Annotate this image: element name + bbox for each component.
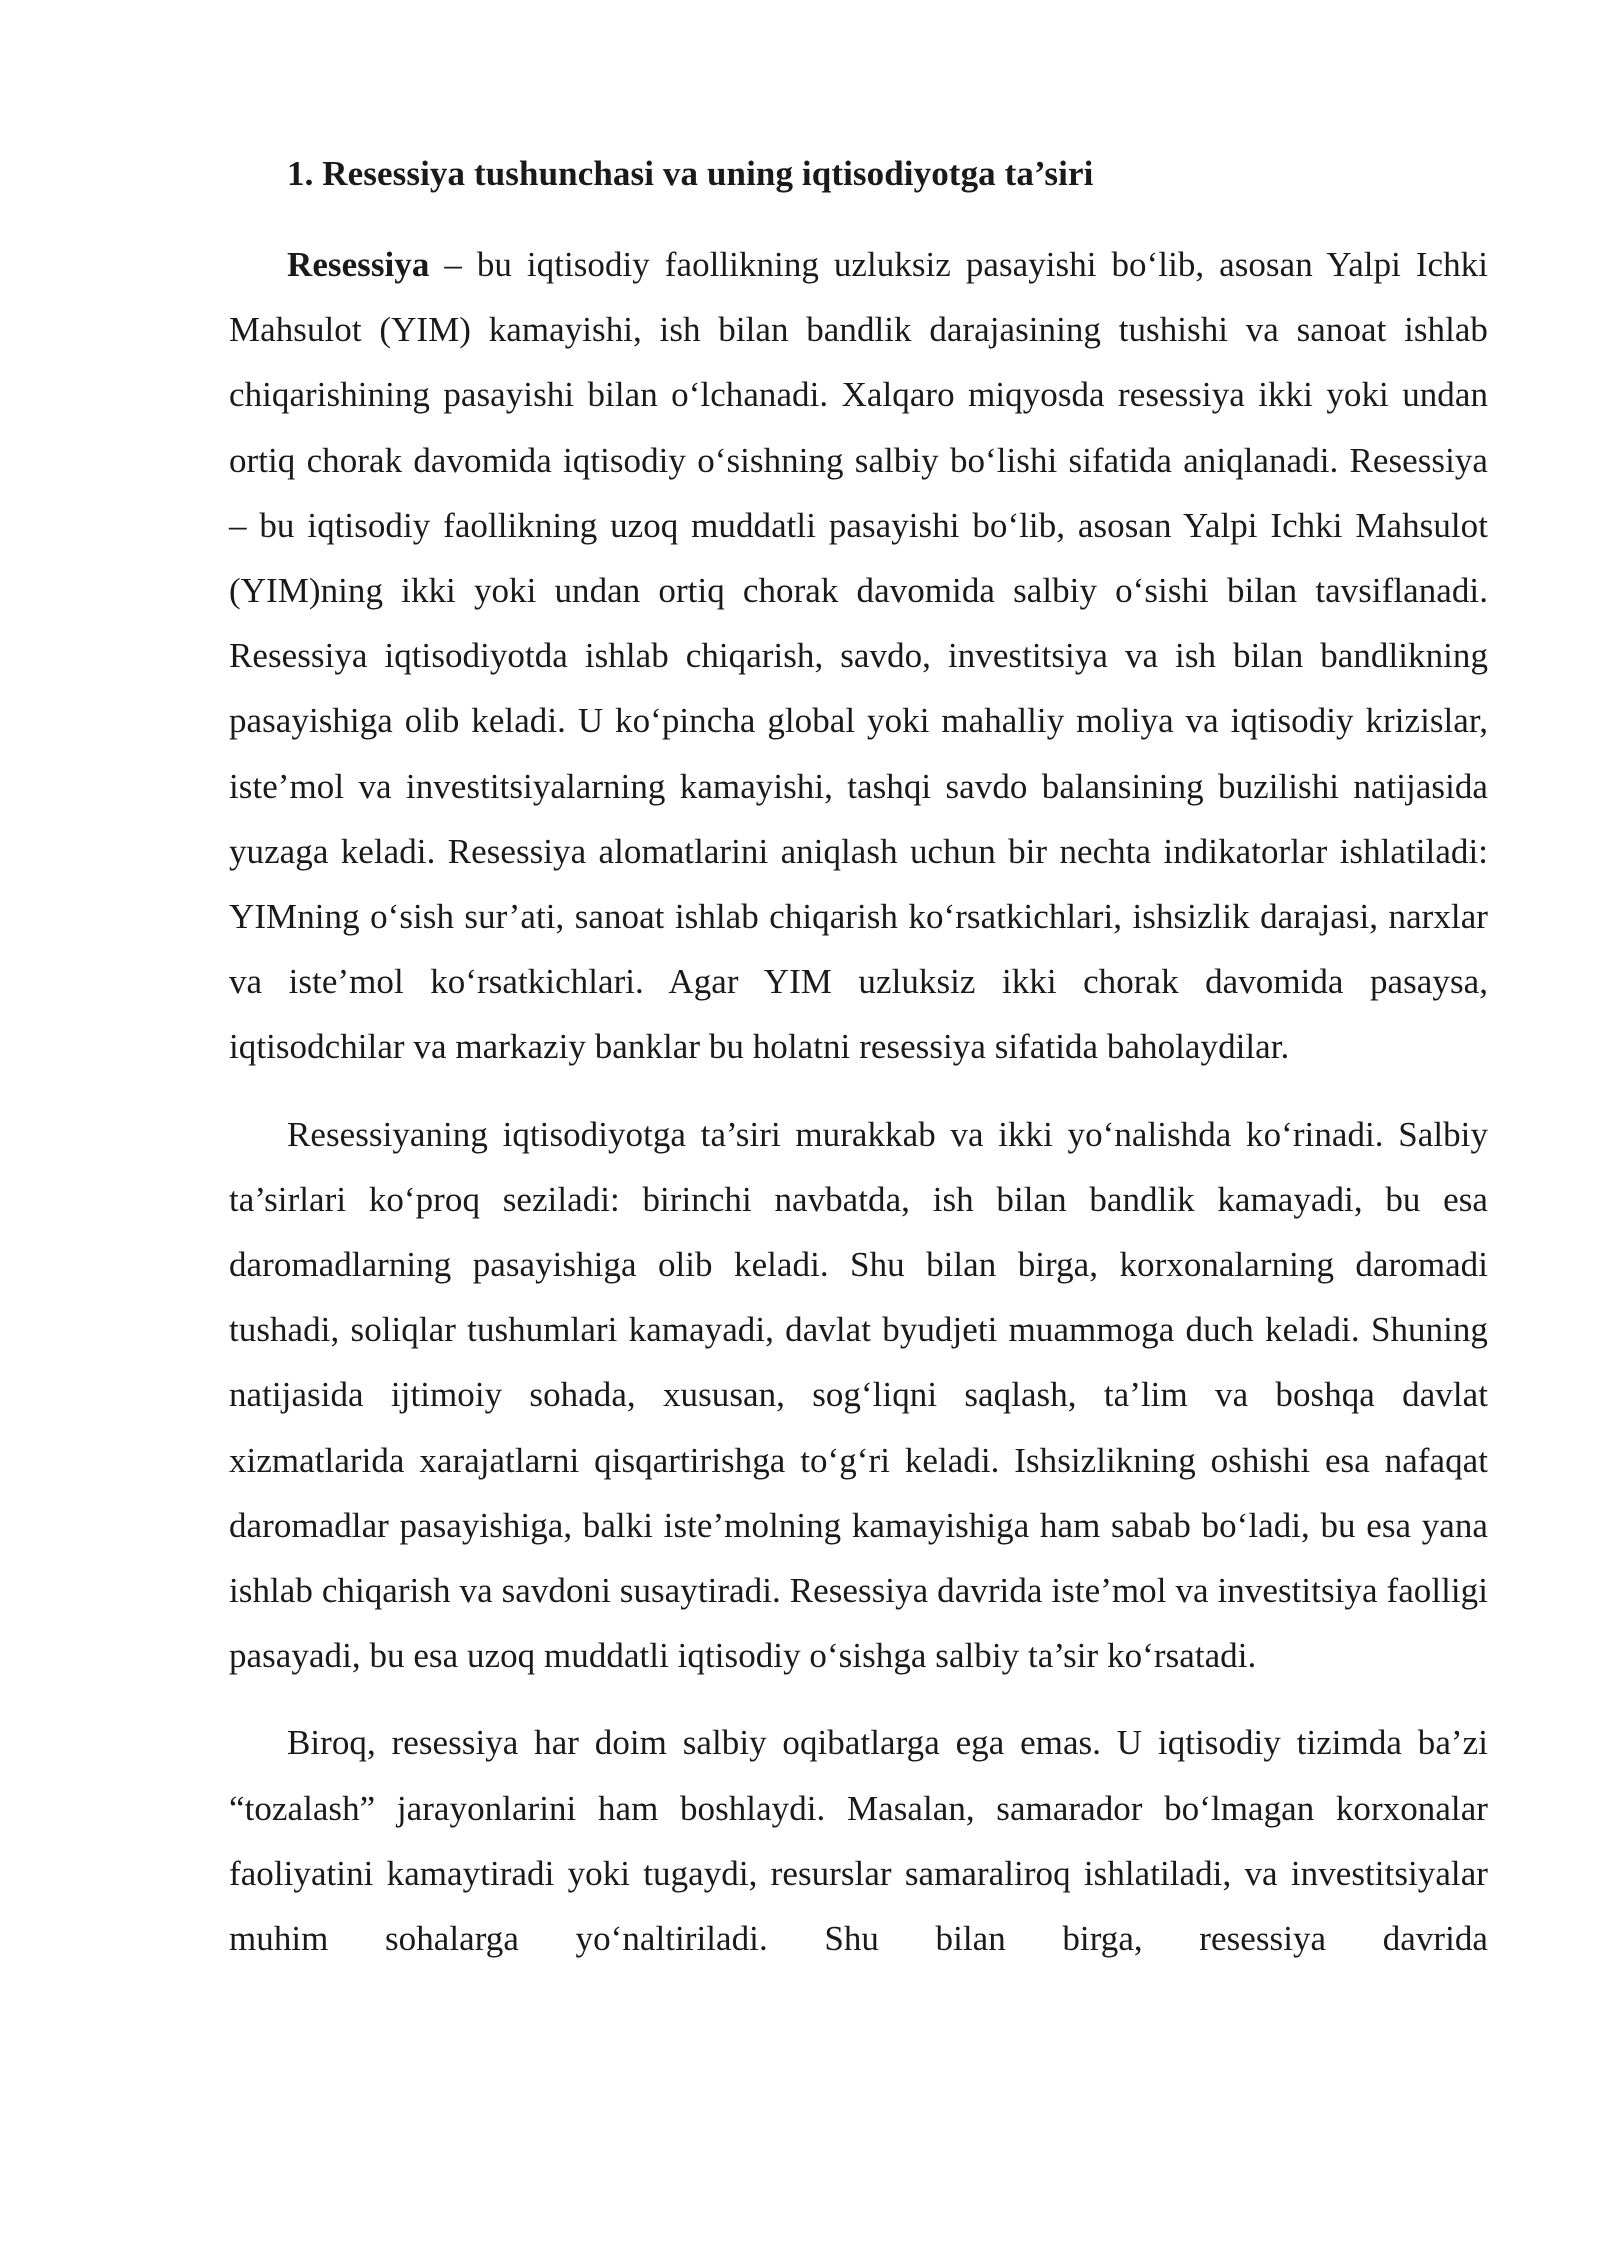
paragraph-2-text: Resessiyaning iqtisodiyotga ta’siri murakkab va ikki yo‘nalishda ko‘rinadi. Salbiy ta’sirlari ko‘proq seziladi: birinchi navbatda, ish bilan bandlik kamayadi, bu esa daromadlarning pasayishiga olib keladi. Shu bilan birga, korxonalarning daromadi tushadi, soliqlar tushumlari kamayadi, davlat byudjeti muammoga duch keladi. Shuning natijasida ijtimoiy sohada, xususan, sog‘liqni saqlash, ta’lim va boshqa davlat xizmatlarida xarajatlarni qisqartirishga to‘g‘ri keladi. Ishsizlikning oshishi esa nafaqat daromadlar pasayishiga, balki iste’molning kamayishiga ham sabab bo‘ladi, bu esa yana ishlab chiqarish va savdoni susaytiradi. Resessiya davrida iste’mol va investitsiya faolligi pasayadi, bu esa uzoq muddatli iqtisodiy o‘sishga salbiy ta’sir ko‘rsatadi. (229, 1114, 1488, 1676)
paragraph-2 (229, 1102, 1488, 1689)
section-heading: 1. Resessiya tushunchasi va uning iqtisodiyotga ta’siri (287, 154, 1094, 193)
paragraph-1-text: – bu iqtisodiy faollikning uzluksiz pasayishi bo‘lib, asosan Yalpi Ichki Mahsulot (YIM) kamayishi, ish bilan bandlik darajasining tushishi va sanoat ishlab chiqarishining pasayishi bilan o‘lchanadi. Xalqaro miqyosda resessiya ikki yoki undan ortiq chorak davomida iqtisodiy o‘sishning salbiy bo‘lishi sifatida aniqlanadi. Resessiya – bu iqtisodiy faollikning uzoq muddatli pasayishi bo‘lib, asosan Yalpi Ichki Mahsulot (YIM)ning ikki yoki undan ortiq chorak davomida salbiy o‘sishi bilan tavsiflanadi. Resessiya iqtisodiyotda ishlab chiqarish, savdo, investitsiya va ish bilan bandlikning pasayishiga olib keladi. U ko‘pincha global yoki mahalliy moliya va iqtisodiy krizislar, iste’mol va investitsiyalarning kamayishi, tashqi savdo balansining buzilishi natijasida yuzaga keladi. Resessiya alomatlarini aniqlash uchun bir nechta indikatorlar ishlatiladi: YIMning o‘sish sur’ati, sanoat ishlab chiqarish ko‘rsatkichlari, ishsizlik darajasi, narxlar va iste’mol ko‘rsatkichlari. Agar YIM uzluksiz ikki chorak davomida pasaysa, iqtisodchilar va markaziy banklar bu holatni resessiya sifatida baholaydilar. (229, 245, 1488, 1067)
paragraph-3-text: Biroq, resessiya har doim salbiy oqibatlarga ega emas. U iqtisodiy tizimda ba’zi “tozalash” jarayonlarini ham boshlaydi. Masalan, samarador bo‘lmagan korxonalar faoliyatini kamaytiradi yoki tugaydi, resurslar samaraliroq ishlatiladi, va investitsiyalar muhim sohalarga yo‘naltiriladi. Shu bilan birga, resessiya davrida (229, 1723, 1488, 1959)
paragraph-1 (229, 232, 1488, 1080)
document-body (229, 148, 1488, 1993)
paragraph-3 (229, 1710, 1488, 1971)
term-bold: Resessiya (287, 245, 430, 284)
